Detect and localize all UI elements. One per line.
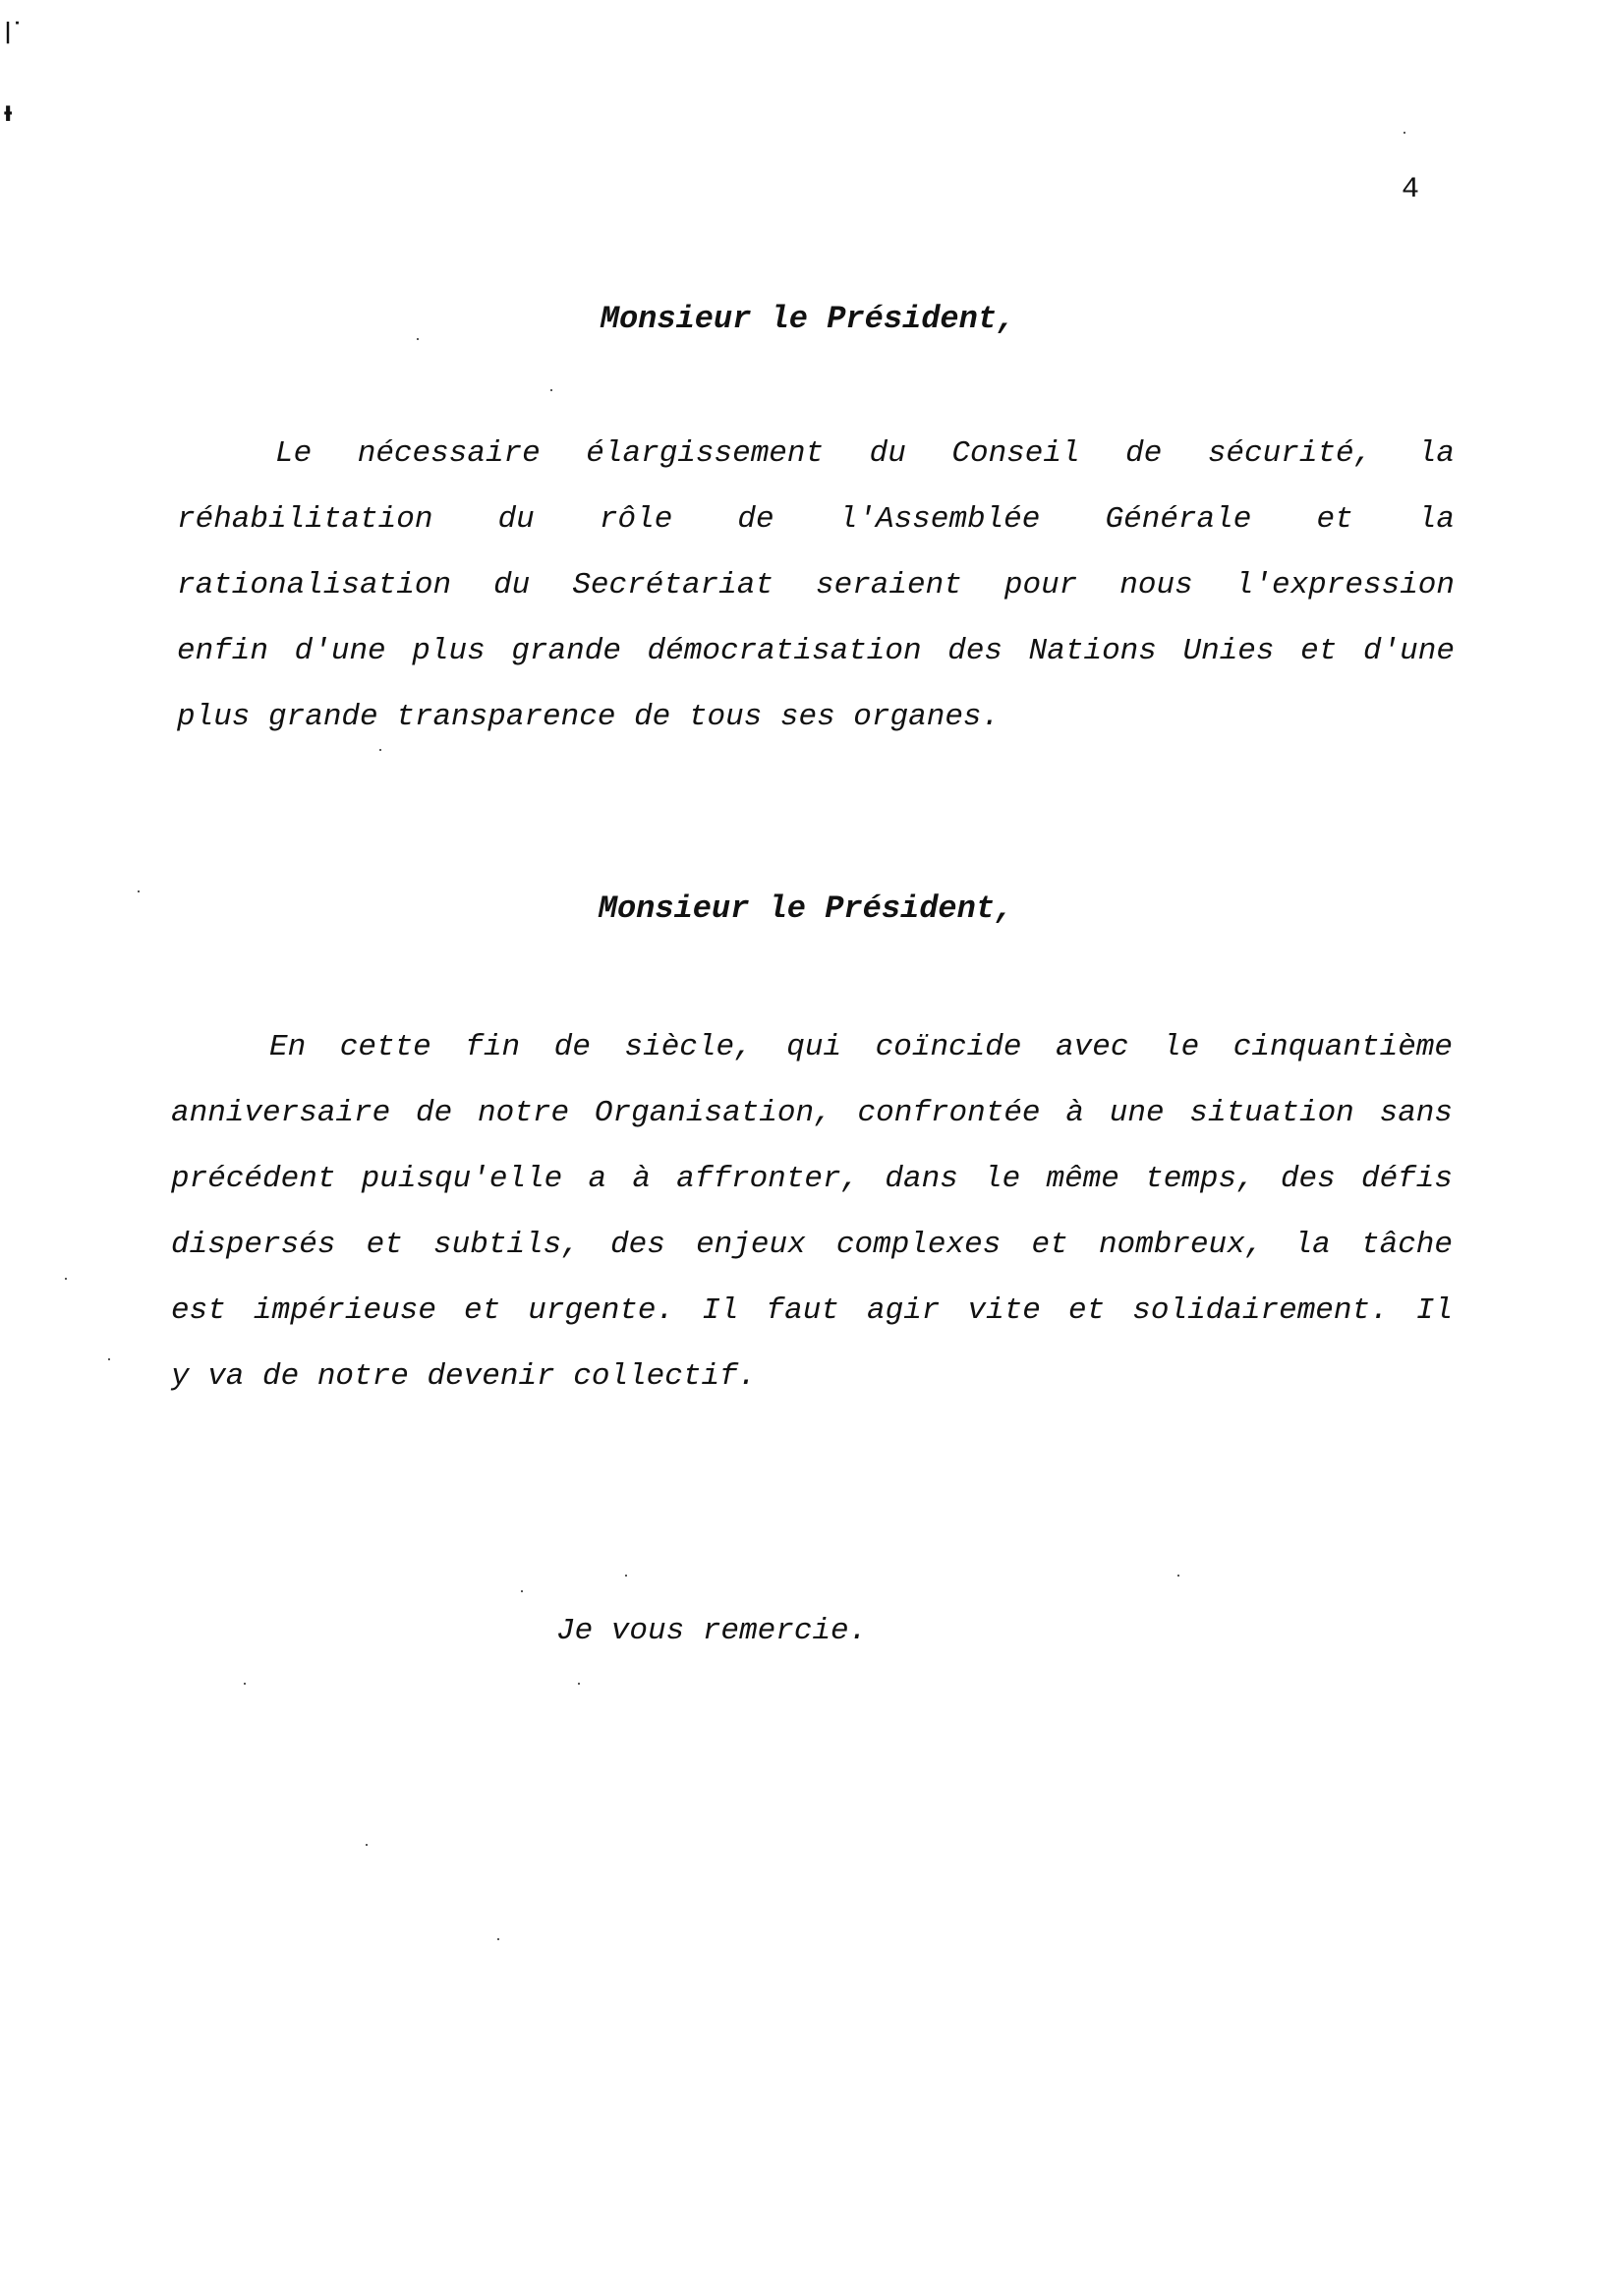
scan-speck — [417, 338, 419, 340]
scan-speck — [244, 1683, 246, 1685]
scan-speck — [550, 389, 552, 391]
salutation: Monsieur le Président, — [598, 890, 1014, 927]
scan-speck — [366, 1844, 368, 1846]
scan-speck — [497, 1938, 499, 1940]
scan-speck — [625, 1575, 627, 1577]
scan-mark: |˙ — [4, 20, 24, 44]
paragraph-line: réhabilitation du rôle de l'Assemblée Générale et la — [177, 502, 1455, 537]
paragraph-line: rationalisation du Secrétariat seraient pour nous l'expression — [177, 568, 1455, 603]
scan-speck — [108, 1358, 110, 1360]
scan-speck — [578, 1683, 580, 1685]
paragraph-line: est impérieuse et urgente. Il faut agir vite et solidairement. Il — [171, 1293, 1453, 1328]
paragraph-line: En cette fin de siècle, qui coïncide avec le cinquantième — [269, 1030, 1453, 1064]
scan-speck — [65, 1278, 67, 1280]
paragraph-line: y va de notre devenir collectif. — [171, 1359, 757, 1394]
paragraph-line: plus grande transparence de tous ses organes. — [177, 700, 1001, 734]
salutation: Monsieur le Président, — [600, 301, 1016, 337]
paragraph-line: dispersés et subtils, des enjeux complexes et nombreux, la tâche — [171, 1228, 1453, 1262]
scan-speck — [1177, 1575, 1179, 1577]
paragraph — [171, 1014, 1453, 1409]
scan-speck — [1404, 132, 1405, 134]
paragraph-line: précédent puisqu'elle a à affronter, dans le même temps, des défis — [171, 1162, 1453, 1196]
scan-mark: ᵼ — [4, 94, 13, 129]
scan-speck — [521, 1590, 523, 1592]
paragraph-line: Le nécessaire élargissement du Conseil de sécurité, la — [275, 436, 1455, 471]
paragraph-line: anniversaire de notre Organisation, confrontée à une situation sans — [171, 1096, 1453, 1130]
page-number: 4 — [1402, 173, 1420, 206]
paragraph — [177, 421, 1455, 750]
closing-line: Je vous remercie. — [556, 1614, 868, 1648]
paragraph-line: enfin d'une plus grande démocratisation des Nations Unies et d'une — [177, 634, 1455, 668]
